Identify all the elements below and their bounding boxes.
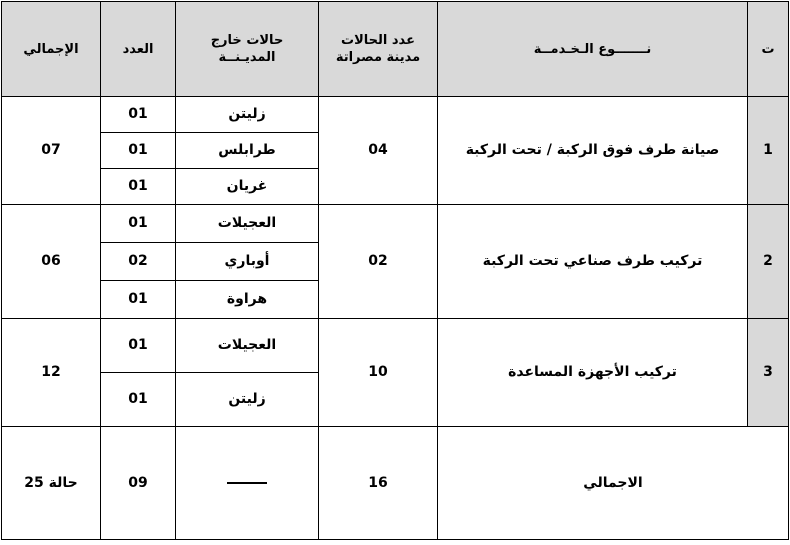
city-cell: العجيلات xyxy=(176,205,319,243)
services-table xyxy=(1,1,789,540)
num-cell: 3 xyxy=(748,319,789,427)
misrata-cell: 04 xyxy=(319,97,438,205)
header-service-type: نـــــــوع الـخـدمــة xyxy=(438,2,748,97)
count-cell: 01 xyxy=(101,133,176,169)
footer-label: الاجمالي xyxy=(438,427,789,540)
footer-count: 09 xyxy=(101,427,176,540)
city-cell: العجيلات xyxy=(176,319,319,373)
footer-outside xyxy=(176,427,319,540)
group-total: 07 xyxy=(2,97,101,205)
header-outside-cases: حالات خارج المديـنــة xyxy=(176,2,319,97)
table-row xyxy=(2,319,789,373)
count-cell: 01 xyxy=(101,97,176,133)
group-total: 06 xyxy=(2,205,101,319)
header-num: ت xyxy=(748,2,789,97)
header-count: العدد xyxy=(101,2,176,97)
footer-misrata: 16 xyxy=(319,427,438,540)
header-misrata-cases: عدد الحالات مدينة مصراتة xyxy=(319,2,438,97)
count-cell: 01 xyxy=(101,319,176,373)
count-cell: 01 xyxy=(101,169,176,205)
num-cell: 1 xyxy=(748,97,789,205)
misrata-cell: 02 xyxy=(319,205,438,319)
city-cell: غريان xyxy=(176,169,319,205)
service-cell: صيانة طرف فوق الركبة / تحت الركبة xyxy=(438,97,748,205)
city-cell: طرابلس xyxy=(176,133,319,169)
city-cell: أوباري xyxy=(176,243,319,281)
service-cell: تركيب الأجهزة المساعدة xyxy=(438,319,748,427)
service-cell: تركيب طرف صناعي تحت الركبة xyxy=(438,205,748,319)
city-cell: زليتن xyxy=(176,97,319,133)
city-cell: زليتن xyxy=(176,373,319,427)
header-total: الإجمالي xyxy=(2,2,101,97)
group-total: 12 xyxy=(2,319,101,427)
footer-row xyxy=(2,427,789,540)
city-cell: هراوة xyxy=(176,281,319,319)
num-cell: 2 xyxy=(748,205,789,319)
misrata-cell: 10 xyxy=(319,319,438,427)
count-cell: 01 xyxy=(101,205,176,243)
table-row xyxy=(2,97,789,133)
count-cell: 01 xyxy=(101,373,176,427)
dash-mark xyxy=(227,482,267,484)
count-cell: 01 xyxy=(101,281,176,319)
table-row xyxy=(2,205,789,243)
count-cell: 02 xyxy=(101,243,176,281)
footer-total: 25 حالة xyxy=(2,427,101,540)
header-row xyxy=(2,2,789,97)
